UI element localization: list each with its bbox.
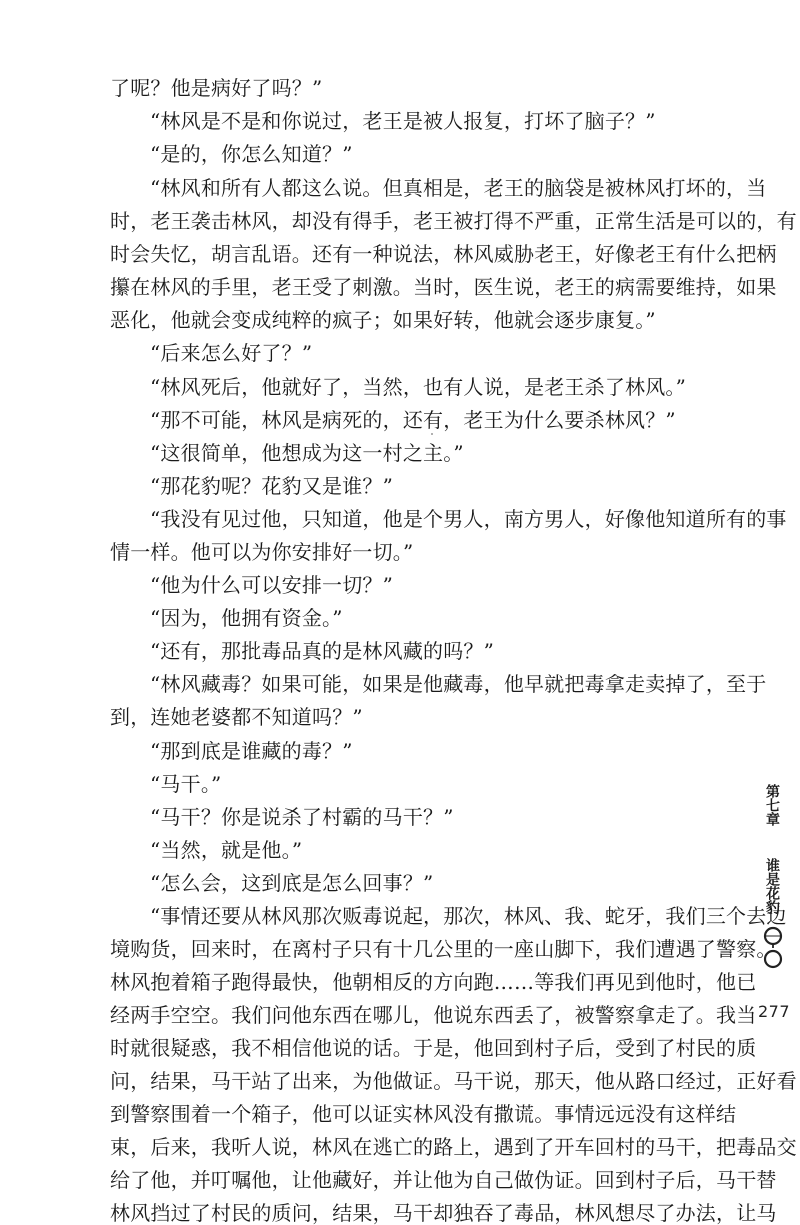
text-line: 到，连她老婆都不知道吗？” bbox=[110, 705, 363, 729]
text-line: 到警察围着一个箱子，他可以证实林风没有撒谎。事情远远没有这样结 bbox=[110, 1102, 737, 1126]
text-line: “林风藏毒？如果可能，如果是他藏毒，他早就把毒拿走卖掉了，至于 bbox=[150, 672, 767, 696]
chapter-title: 谁是花豹 bbox=[764, 858, 780, 914]
text-line: 时，老王袭击林风，却没有得手，老王被打得不严重，正常生活是可以的，有 bbox=[110, 209, 797, 233]
text-line: 给了他，并叮嘱他，让他藏好，并让他为自己做伪证。回到村子后，马干替 bbox=[110, 1168, 777, 1192]
text-line: “我没有见过他，只知道，他是个男人，南方男人，好像他知道所有的事 bbox=[150, 507, 787, 531]
text-line: “这很简单，他想成为这一村之主。” bbox=[150, 441, 464, 465]
text-line: “当然，就是他。” bbox=[150, 838, 303, 862]
text-line: “那到底是谁藏的毒？” bbox=[150, 739, 353, 763]
page-number: 277 bbox=[758, 1002, 791, 1021]
text-line: 时会失忆，胡言乱语。还有一种说法，林风威胁老王，好像老王有什么把柄 bbox=[110, 242, 777, 266]
text-line: “是的，你怎么知道？” bbox=[150, 142, 353, 166]
text-line: 经两手空空。我们问他东西在哪儿，他说东西丢了，被警察拿走了。我当 bbox=[110, 1003, 757, 1027]
text-line: 问，结果，马干站了出来，为他做证。马干说，那天，他从路口经过，正好看 bbox=[110, 1069, 797, 1093]
text-line: “事情还要从林风那次贩毒说起，那次，林风、我、蛇牙，我们三个去边 bbox=[150, 904, 787, 928]
text-line: 恶化，他就会变成纯粹的疯子；如果好转，他就会逐步康复。” bbox=[110, 308, 656, 332]
text-line: 林风挡过了村民的质问，结果，马干却独吞了毒品，林风想尽了办法，让马 bbox=[110, 1201, 777, 1225]
text-line: “那不可能，林风是病死的，还有，老王为什么要杀林风？” bbox=[150, 408, 676, 432]
handcuffs-icon bbox=[760, 924, 786, 972]
text-line: “马干。” bbox=[150, 772, 222, 796]
text-line: 境购货，回来时，在离村子只有十几公里的一座山脚下，我们遭遇了警察。 bbox=[110, 937, 777, 961]
text-line: 了呢？他是病好了吗？” bbox=[110, 76, 323, 100]
text-line: “林风和所有人都这么说。但真相是，老王的脑袋是被林风打坏的，当 bbox=[150, 176, 767, 200]
text-line: “林风是不是和你说过，老王是被人报复，打坏了脑子？” bbox=[150, 109, 656, 133]
text-line: “那花豹呢？花豹又是谁？” bbox=[150, 474, 394, 498]
chapter-side-tab bbox=[752, 776, 792, 996]
text-line: 情一样。他可以为你安排好一切。” bbox=[110, 540, 414, 564]
text-line: 时就很疑惑，我不相信他说的话。于是，他回到村子后，受到了村民的质 bbox=[110, 1036, 757, 1060]
text-line: 攥在林风的手里，老王受了刺激。当时，医生说，老王的病需要维持，如果 bbox=[110, 275, 777, 299]
speck bbox=[431, 433, 433, 435]
text-line: “他为什么可以安排一切？” bbox=[150, 573, 394, 597]
text-line: “后来怎么好了？” bbox=[150, 341, 313, 365]
chapter-label: 第七章 bbox=[764, 784, 780, 826]
text-line: 束，后来，我听人说，林风在逃亡的路上，遇到了开车回村的马干，把毒品交 bbox=[110, 1135, 797, 1159]
text-line: “因为，他拥有资金。” bbox=[150, 606, 343, 630]
text-line: “林风死后，他就好了，当然，也有人说，是老王杀了林风。” bbox=[150, 375, 687, 399]
text-line: “怎么会，这到底是怎么回事？” bbox=[150, 871, 434, 895]
text-line: 林风抱着箱子跑得最快，他朝相反的方向跑……等我们再见到他时，他已 bbox=[110, 970, 757, 994]
text-line: “马干？你是说杀了村霸的马干？” bbox=[150, 805, 454, 829]
text-line: “还有，那批毒品真的是林风藏的吗？” bbox=[150, 639, 495, 663]
